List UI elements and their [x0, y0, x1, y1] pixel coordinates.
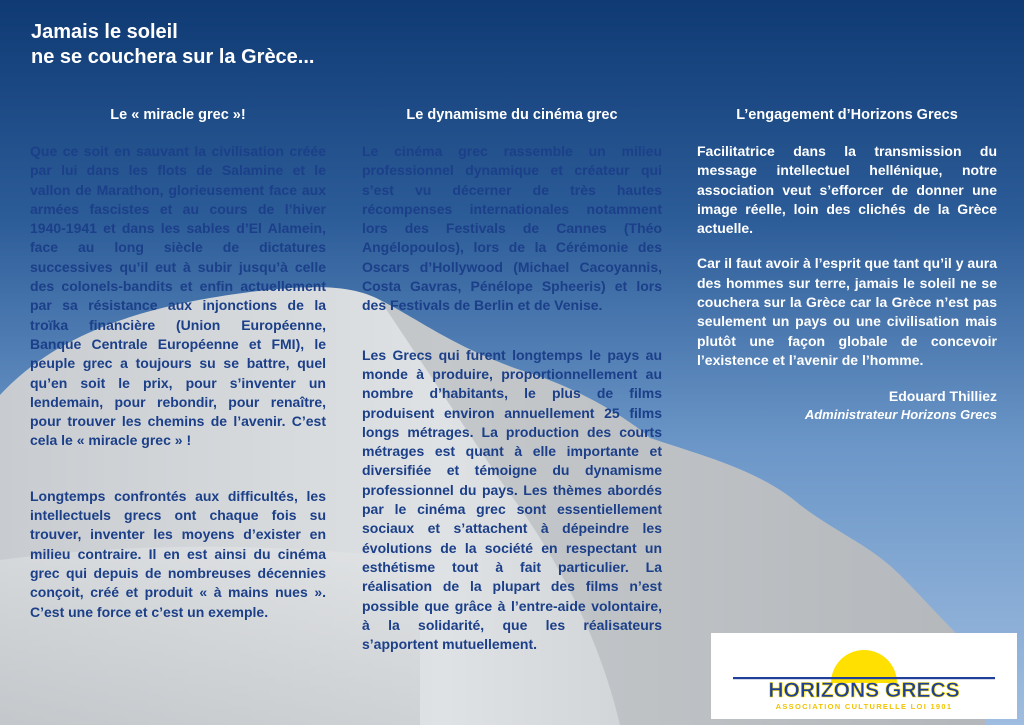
logo-graphic — [711, 633, 1017, 719]
title-line-2: ne se couchera sur la Grèce... — [31, 46, 315, 68]
logo-subtitle: ASSOCIATION CULTURELLE LOI 1901 — [775, 702, 953, 711]
column-miracle-grec — [30, 105, 326, 638]
signature-role: Administrateur Horizons Grecs — [804, 407, 997, 423]
signature-name: Edouard Thilliez — [888, 388, 997, 405]
column-heading: L’engagement d’Horizons Grecs — [736, 107, 958, 123]
column-paragraph: Que ce soit en sauvant la civilisation créée par lui dans les flots de Salamine et le vallon de Marathon, glorieusement face aux armées fascistes et au cours de l’hiver 1940-1941 et dans les sables d’El Alamein, face au long siècle de dictatures successives qu’il eut à subir jusqu’à celle des colonels-bandits et enfin actuellement par sa résistance aux injonctions de la troïka financière (Union Européenne, Banque Centrale Européenne et FMI), le peuple grec a toujours su se battre, quel qu’en soit le prix, pour s’inventer un lendemain, pour rebondir, pour renaître, pour trouver les chemins de l’avenir. C’est cela le « miracle grec » ! — [30, 143, 326, 449]
column-heading: Le « miracle grec »! — [110, 107, 246, 123]
column-paragraph: Car il faut avoir à l’esprit que tant qu’il y aura des hommes sur terre, jamais le soleil ne se couchera sur la Grèce car la Grèce n’est pas seulement un pays ou une civilisation mais plutôt une façon globale de concevoir l’existence et l’avenir de l’homme. — [697, 255, 997, 368]
column-engagement — [697, 105, 997, 424]
horizons-grecs-logo — [711, 633, 1017, 719]
column-paragraph: Les Grecs qui furent longtemps le pays au monde à produire, proportionnellement au nombre d’habitants, le plus de films produisent environ annuellement 25 films longs métrages. La production des courts métrages est quant à elle importante et diversifiée et témoigne du dynamisme professionnel du pays. Les thèmes abordés par le cinéma grec sont essentiellement sociaux et s’attachent à dépeindre les évolutions de la société en respectant un esthétisme tout à fait particulier. La réalisation de la plupart des films n’est possible que grâce à l’entre-aide volontaire, à la solidarité, que les réalisateurs s’apportent mutuellement. — [362, 346, 662, 653]
title-line-1: Jamais le soleil — [31, 21, 178, 43]
column-paragraph: Le cinéma grec rassemble un milieu professionnel dynamique et créateur qui s’est vu décerner de très hautes récompenses internationales notamment lors des Festivals de Cannes (Théo Angélopoulos), lors de la Cérémonie des Oscars d’Hollywood (Michael Cacoyannis, Costa Gavras, Pénélope Spheeris) et lors des Festivals de Berlin et de Venise. — [362, 143, 662, 314]
column-heading: Le dynamisme du cinéma grec — [406, 107, 618, 123]
column-dynamisme-cinema — [362, 105, 662, 670]
column-paragraph: Longtemps confrontés aux difficultés, les intellectuels grecs ont chaque fois su trouver, inventer les moyens d’exister en milieu contraire. Il en est ainsi du cinéma grec qui depuis de nombreuses décennies conçoit, créé et produit « à mains nues ». C’est une force et c’est un exemple. — [30, 487, 326, 620]
page-title — [31, 20, 314, 70]
logo-name: HORIZONS GRECS — [768, 679, 960, 702]
column-paragraph: Facilitatrice dans la transmission du message intellectuel hellénique, notre association veut s’efforcer de donner une image réelle, loin des clichés de la Grèce actuelle. — [697, 143, 997, 237]
